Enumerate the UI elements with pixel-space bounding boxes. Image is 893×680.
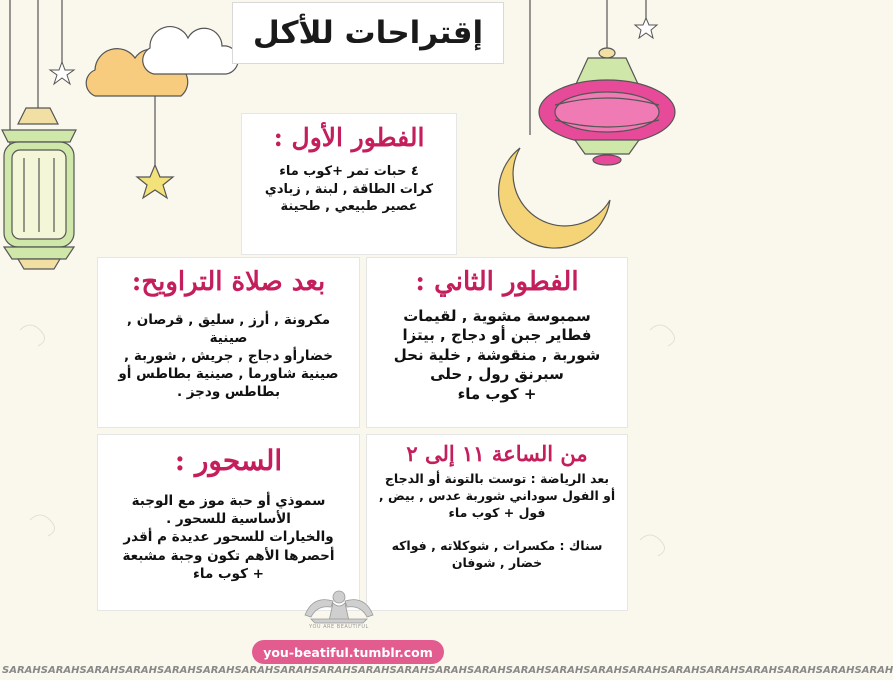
signature-text: SARAH (777, 665, 816, 676)
card-line: عصير طبيعي , طحينة (280, 199, 418, 215)
card-line: سناك : مكسرات , شوكلاته , فواكه (391, 537, 603, 553)
card-line: كرات الطاقة , لبنة , زبادي (264, 181, 434, 197)
star-icon (635, 18, 657, 38)
card-heading: الفطور الأول : (273, 123, 425, 152)
card-line: + كوب ماء (457, 384, 537, 403)
signature-text: SARAH (467, 665, 506, 676)
card-line: الأساسية للسحور . (166, 511, 291, 528)
card-heading: الفطور الثاني : (415, 267, 579, 297)
card-line: بعد الرياضة : توست بالتونة أو الدجاج (384, 471, 610, 487)
signature-text: SARAH (273, 665, 312, 676)
signature-text: SARAH (40, 665, 80, 676)
card-line: أحصرها الأهم تكون وجبة مشبعة (122, 547, 335, 564)
cloud-icon (86, 27, 238, 96)
card-line: شوربة , منقوشة , خلية نحل (393, 345, 601, 364)
card-heading: من الساعة ١١ إلى ٢ (406, 441, 588, 466)
signature-text: SARAH (2, 665, 41, 676)
card-line: والخيارات للسحور عديدة م أقدر (123, 529, 334, 546)
star-icon (50, 62, 74, 84)
signature-text: SARAH (79, 665, 119, 676)
card-line: مكرونة , أرز , سليق , قرصان , صينية (126, 311, 331, 346)
card-line: فطاير جبن أو دجاج , بيتزا (402, 326, 592, 344)
card-first-iftar (241, 113, 457, 255)
signature-text: SARAH (622, 665, 661, 676)
card-line: أو الفول سوداني شوربة عدس , بيض , (378, 488, 616, 504)
signature-text: SARAH (583, 665, 622, 676)
signature-text: SARAH (660, 665, 700, 676)
signature-text: SARAH (544, 665, 584, 676)
signature-text: SARAH (428, 665, 467, 676)
card-eleven-to-two (366, 434, 628, 611)
signature-text: SARAH (854, 665, 893, 676)
signature-text: SARAH (312, 665, 351, 676)
page-title: إقتراحات للأكل (232, 2, 504, 64)
crescent-moon-icon (499, 148, 610, 248)
signature-strip (0, 661, 893, 680)
lantern-icon (2, 108, 76, 269)
card-second-iftar (366, 257, 628, 428)
card-line: صينية شاورما , صينية بطاطس أو (118, 366, 339, 383)
star-icon (137, 165, 173, 198)
signature-text: SARAH (157, 665, 196, 676)
website-url[interactable]: you-beatiful.tumblr.com (252, 640, 444, 664)
signature-text: SARAH (350, 665, 390, 676)
emblem-caption: YOU ARE BEAUTIFUL (309, 624, 369, 630)
lantern-icon (539, 48, 675, 165)
signature-text: SARAH (738, 665, 777, 676)
signature-text: SARAH (389, 665, 429, 676)
card-line: سبرنق رول , حلى (430, 365, 564, 383)
signature-text: SARAH (118, 665, 157, 676)
card-line: ٤ حبات تمر +كوب ماء (279, 164, 419, 180)
card-heading: بعد صلاة التراويح: (131, 267, 326, 297)
signature-text: SARAH (699, 665, 739, 676)
card-line: فول + كوب ماء (448, 505, 546, 520)
card-after-taraweeh (97, 257, 360, 428)
signature-text: SARAH (505, 665, 545, 676)
card-heading: السحور : (174, 444, 283, 477)
card-line: بطاطس ودجز . (176, 384, 281, 401)
signature-text: SARAH (195, 665, 235, 676)
card-line: + كوب ماء (193, 565, 264, 582)
card-line: خضارأو دجاج , جريش , شوربة , (124, 347, 333, 364)
card-line: سمبوسة مشوية , لقيمات (403, 306, 591, 325)
card-line: سموذي أو حبة موز مع الوجبة (131, 493, 326, 509)
card-line: خضار , شوفان (451, 554, 543, 570)
signature-text: SARAH (234, 665, 274, 676)
signature-text: SARAH (815, 665, 855, 676)
